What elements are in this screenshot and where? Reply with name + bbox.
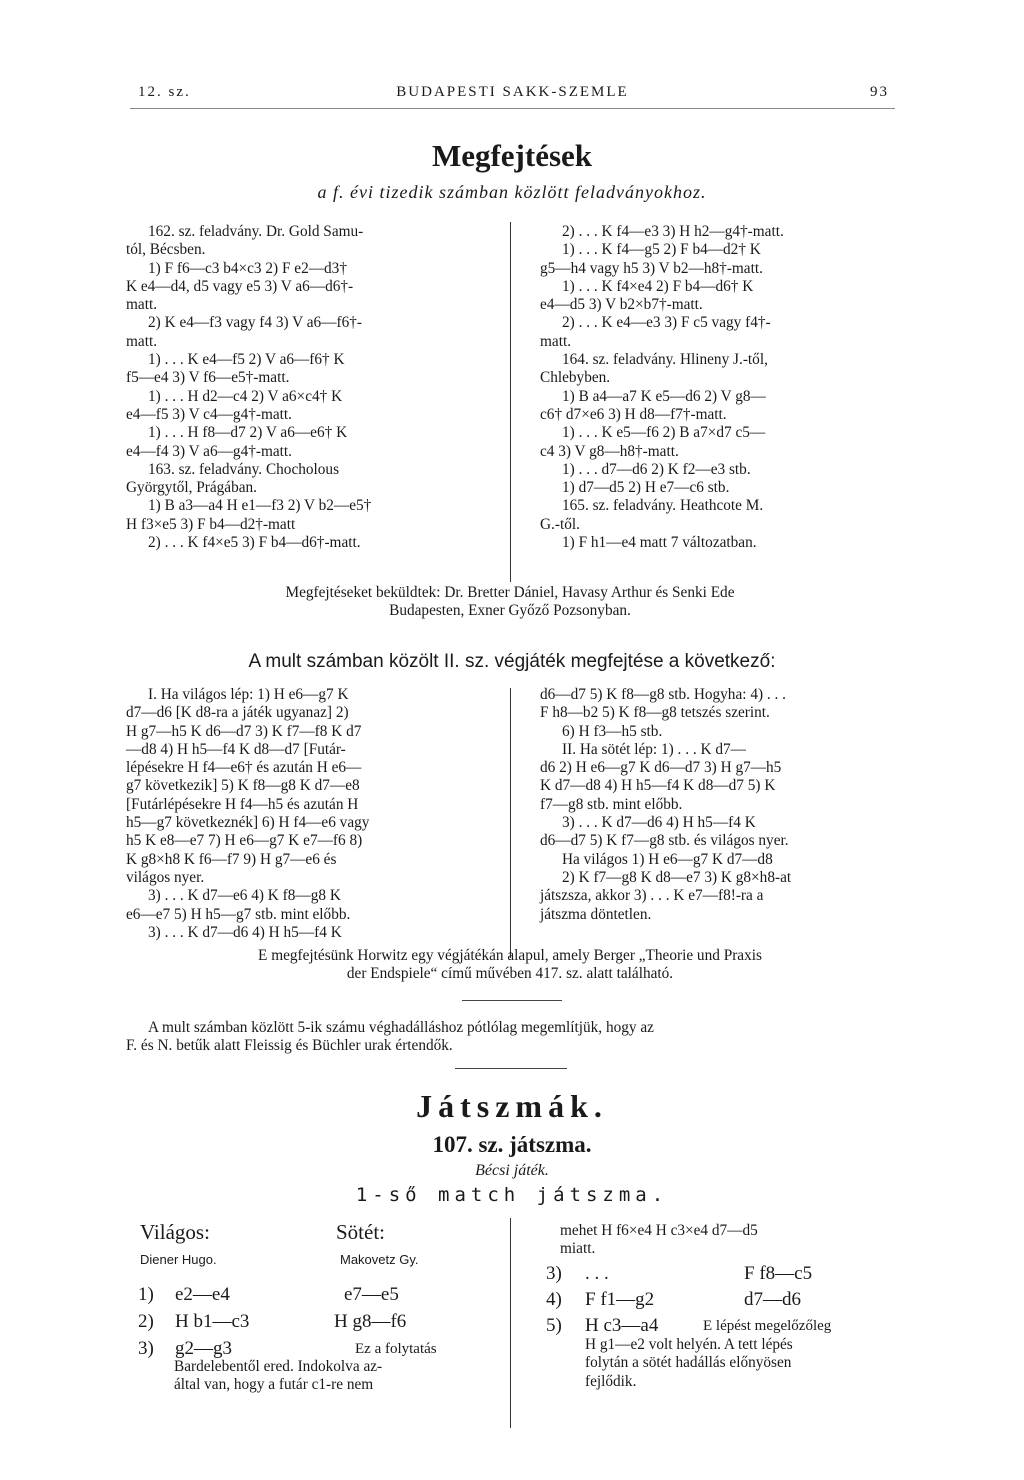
endgame-source — [120, 947, 900, 984]
solution-line: 1) . . . K e4—f5 2) V a6—f6† K — [148, 351, 345, 369]
notice-line: A mult számban közlött 5-ik számu véghadálláshoz pótlólag megemlítjük, hogy az — [148, 1019, 654, 1036]
senders-line: Budapesten, Exner Győző Pozsonyban. — [389, 602, 631, 620]
game-number: 107. sz. játszma. — [432, 1132, 592, 1157]
white-move: H b1—c3 — [175, 1311, 250, 1332]
running-header — [130, 78, 895, 109]
endgame-line: 3) . . . K d7—d6 4) H h5—f4 K — [562, 814, 756, 832]
solution-line: 1) . . . K f4×e4 2) F b4—d6† K — [562, 277, 754, 295]
endgame-line: h5—g7 következnék] 6) H f4—e6 vagy — [126, 814, 370, 832]
solution-line: 1) . . . K f4—g5 2) F b4—d2† K — [562, 241, 761, 259]
endgame-right-column — [540, 686, 902, 924]
solutions-title: Megfejtések — [431, 138, 593, 173]
white-move: F f1—g2 — [585, 1289, 655, 1310]
endgame-title: A mult számban közölt II. sz. végjáték megfejtése a következő: — [248, 651, 776, 672]
annotation-line: mehet H f6×e4 H c3×e4 d7—d5 — [560, 1222, 758, 1239]
solution-line: matt. — [540, 332, 572, 350]
column-divider — [510, 222, 511, 582]
endgame-line: d6 2) H e6—g7 K d6—d7 3) H g7—h5 — [540, 759, 782, 777]
match-label: 1-ső match játszma. — [355, 1184, 669, 1206]
endgame-line: d6—d7 5) K f7—g8 stb. és világos nyer. — [540, 832, 789, 850]
endgame-line: játszma döntetlen. — [540, 905, 652, 923]
annotation-line: miatt. — [560, 1240, 596, 1258]
solution-line: 1) B a3—a4 H e1—f3 2) V b2—e5† — [148, 497, 372, 515]
opening-name: Bécsi játék. — [475, 1162, 549, 1179]
endgame-line: —d8 4) H h5—f4 K d8—d7 [Futár- — [126, 740, 346, 758]
black-player: Makovetz Gy. — [340, 1252, 419, 1267]
endgame-line: H g7—h5 K d6—d7 3) K f7—f8 K d7 — [126, 722, 362, 740]
game-annotation — [560, 1222, 900, 1259]
solution-line: c6† d7×e6 3) H d8—f7†-matt. — [540, 405, 727, 423]
white-label: Világos: — [140, 1220, 210, 1244]
endgame-line: 3) . . . K d7—e6 4) K f8—g8 K — [148, 887, 341, 905]
senders-line: Megfejtéseket beküldtek: Dr. Bretter Dániel, Havasy Arthur és Senki Ede — [285, 584, 735, 601]
annotation-line: Ez a folytatás — [355, 1341, 437, 1357]
solution-line: G.-től. — [540, 515, 580, 533]
source-line: der Endspiele“ című művében 417. sz. alatt található. — [346, 965, 674, 983]
endgame-line: K g8×h8 K f6—f7 9) H g7—e6 és — [126, 850, 337, 868]
solution-line: 1) F h1—e4 matt 7 változatban. — [562, 534, 757, 552]
solution-line: K e4—d4, d5 vagy e5 3) V a6—d6†- — [126, 277, 354, 295]
white-move: g2—g3 — [175, 1338, 232, 1359]
solution-line: 1) B a4—a7 K e5—d6 2) V g8— — [562, 387, 766, 405]
solution-line: c4 3) V g8—h8†-matt. — [540, 442, 679, 460]
move-number: 1) — [138, 1284, 154, 1305]
white-move: H c3—a4 — [585, 1315, 659, 1336]
solution-line: tól, Bécsben. — [126, 241, 206, 259]
solution-line: e4—f4 3) V a6—g4†-matt. — [126, 442, 292, 460]
solution-line: Chlebyben. — [540, 369, 611, 387]
annotation-line: E lépést megelőzőleg — [703, 1318, 832, 1334]
column-divider — [510, 1218, 511, 1428]
endgame-line: d7—d6 [K d8-ra a játék ugyanaz] 2) — [126, 704, 349, 722]
move-number: 4) — [546, 1289, 562, 1310]
move-number: 5) — [546, 1315, 562, 1336]
solutions-right-column — [540, 223, 902, 552]
solutions-left-column — [126, 223, 488, 552]
solution-line: H f3×e5 3) F b4—d2†-matt — [126, 515, 296, 533]
solution-line: 1) d7—d5 2) H e7—c6 stb. — [562, 479, 730, 497]
white-move: . . . — [585, 1263, 609, 1284]
solution-line: matt. — [126, 332, 158, 350]
endgame-left-column — [126, 686, 488, 942]
journal-title: BUDAPESTI SAKK-SZEMLE — [396, 84, 629, 100]
endgame-line: I. Ha világos lép: 1) H e6—g7 K — [148, 686, 349, 703]
endgame-line: [Futárlépésekre H f4—h5 és azután H — [126, 795, 359, 813]
solution-line: 165. sz. feladvány. Heathcote M. — [562, 497, 764, 515]
solution-line: 164. sz. feladvány. Hlineny J.-től, — [562, 351, 768, 369]
page-number: 93 — [870, 84, 889, 100]
notice-line: F. és N. betűk alatt Fleissig és Büchler urak értendők. — [126, 1037, 453, 1055]
endgame-line: f7—g8 stb. mint előbb. — [540, 795, 683, 813]
game-annotation — [585, 1336, 905, 1391]
endgame-line: világos nyer. — [126, 868, 205, 886]
black-move: e7—e5 — [344, 1284, 399, 1305]
white-player: Diener Hugo. — [140, 1252, 217, 1267]
solution-line: e4—f5 3) V c4—g4†-matt. — [126, 405, 292, 423]
annotation-line: által van, hogy a futár c1-re nem — [174, 1376, 374, 1394]
endgame-line: d6—d7 5) K f8—g8 stb. Hogyha: 4) . . . — [540, 686, 787, 703]
source-line: E megfejtésünk Horwitz egy végjátékán alapul, amely Berger „Theorie und Praxis — [258, 947, 762, 964]
endgame-line: K d7—d8 4) H h5—f4 K d8—d7 5) K — [540, 777, 776, 795]
black-move: d7—d6 — [744, 1289, 801, 1310]
endgame-line: h5 K e8—e7 7) H e6—g7 K e7—f6 8) — [126, 832, 363, 850]
endgame-line: 3) . . . K d7—d6 4) H h5—f4 K — [148, 923, 342, 941]
solution-line: 2) . . . K e4—e3 3) F c5 vagy f4†- — [562, 314, 771, 332]
game-annotation — [174, 1358, 484, 1395]
annotation-line: Bardelebentől ered. Indokolva az- — [174, 1358, 383, 1375]
move-number: 3) — [138, 1338, 154, 1359]
annotation-line: fejlődik. — [585, 1372, 637, 1390]
black-move: H g8—f6 — [334, 1311, 407, 1332]
endgame-line: 2) K f7—g8 K d8—e7 3) K g8×h8-at — [562, 868, 792, 886]
black-label: Sötét: — [336, 1220, 386, 1244]
solution-line: 1) F f6—c3 b4×c3 2) F e2—d3† — [148, 259, 347, 277]
senders-note — [120, 584, 900, 621]
solution-line: matt. — [126, 296, 158, 314]
issue-number: 12. sz. — [138, 84, 191, 100]
solution-line: 162. sz. feladvány. Dr. Gold Samu- — [148, 223, 364, 240]
endgame-line: lépésekre H f4—e6† és azután H e6— — [126, 759, 362, 777]
endgame-line: g7 következik] 5) K f8—g8 K d7—e8 — [126, 777, 360, 795]
solution-line: f5—e4 3) V f6—e5†-matt. — [126, 369, 290, 387]
move-number: 2) — [138, 1311, 154, 1332]
column-divider — [510, 688, 511, 958]
solution-line: g5—h4 vagy h5 3) V b2—h8†-matt. — [540, 259, 763, 277]
annotation-line: folytán a sötét hadállás előnyösen — [585, 1354, 792, 1372]
black-move: F f8—c5 — [744, 1263, 813, 1284]
annotation-line: H g1—e2 volt helyén. A tett lépés — [585, 1336, 793, 1353]
solution-line: 1) . . . H f8—d7 2) V a6—e6† K — [148, 424, 348, 442]
endgame-line: II. Ha sötét lép: 1) . . . K d7— — [562, 740, 746, 758]
separator-rule — [462, 1000, 562, 1001]
endgame-line: e6—e7 5) H h5—g7 stb. mint előbb. — [126, 905, 351, 923]
solution-line: 1) . . . K e5—f6 2) B a7×d7 c5— — [562, 424, 766, 442]
endgame-line: 6) H f3—h5 stb. — [562, 722, 663, 740]
solutions-subtitle: a f. évi tizedik számban közlött feladványokhoz. — [317, 182, 707, 202]
separator-rule — [455, 1068, 567, 1069]
solution-line: 2) . . . K f4—e3 3) H h2—g4†-matt. — [562, 223, 784, 240]
solution-line: Györgytől, Prágában. — [126, 479, 257, 497]
solution-line: 2) K e4—f3 vagy f4 3) V a6—f6†- — [148, 314, 362, 332]
endgame-line: Ha világos 1) H e6—g7 K d7—d8 — [562, 850, 773, 868]
endgame-line: játszsza, akkor 3) . . . K e7—f8!-ra a — [540, 887, 764, 905]
notice — [126, 1019, 902, 1056]
endgame-line: F h8—b2 5) K f8—g8 tetszés szerint. — [540, 704, 770, 722]
games-title: Játszmák. — [416, 1088, 608, 1124]
solution-line: 1) . . . H d2—c4 2) V a6×c4† K — [148, 387, 343, 405]
white-move: e2—e4 — [175, 1284, 230, 1305]
solution-line: 2) . . . K f4×e5 3) F b4—d6†-matt. — [148, 534, 361, 552]
solution-line: e4—d5 3) V b2×b7†-matt. — [540, 296, 703, 314]
solution-line: 1) . . . d7—d6 2) K f2—e3 stb. — [562, 460, 751, 478]
move-number: 3) — [546, 1263, 562, 1284]
solution-line: 163. sz. feladvány. Chocholous — [148, 460, 340, 478]
